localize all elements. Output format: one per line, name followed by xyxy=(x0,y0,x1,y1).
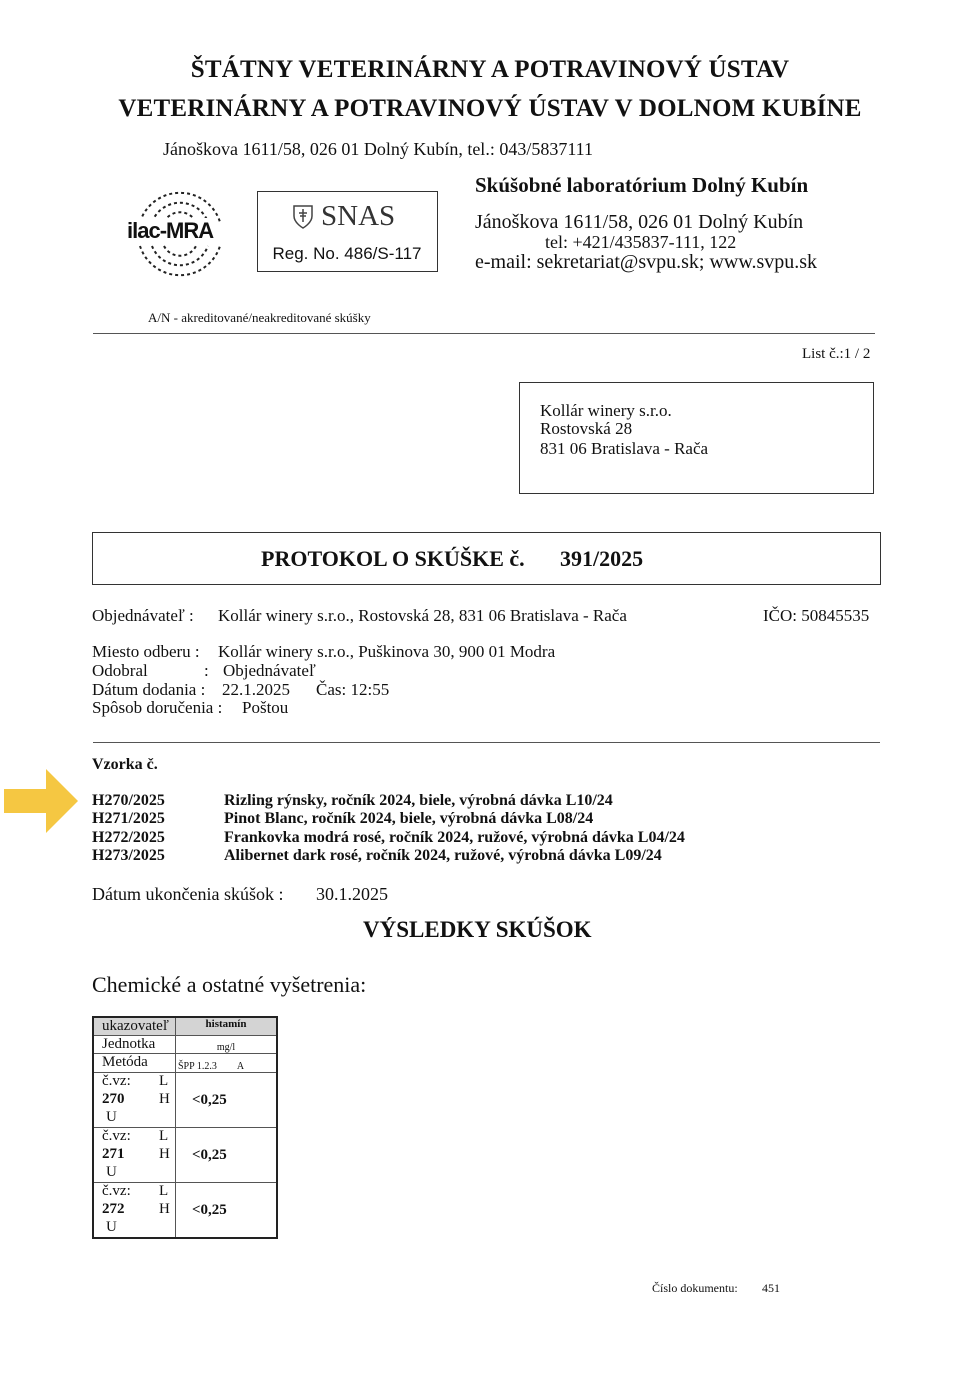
delivery-method-value: Poštou xyxy=(242,698,289,717)
lab-name: Skúšobné laboratórium Dolný Kubín xyxy=(475,173,809,197)
institute-title: ŠTÁTNY VETERINÁRNY A POTRAVINOVÝ ÚSTAV xyxy=(190,56,790,83)
sample-description: Alibernet dark rosé, ročník 2024, ružové, výrobná dávka L09/24 xyxy=(224,847,662,864)
lab-phone: tel: +421/435837-111, 122 xyxy=(545,232,737,252)
sampled-by-value: Objednávateľ xyxy=(223,661,316,680)
end-date-label: Dátum ukončenia skúšok : xyxy=(92,884,284,904)
protocol-number: 391/2025 xyxy=(560,546,644,571)
accreditation-legend: A/N - akreditované/neakreditované skúšky xyxy=(148,310,371,325)
sampled-by-colon: : xyxy=(204,661,209,680)
recipient-city: 831 06 Bratislava - Rača xyxy=(540,439,709,458)
accreditation-flag: A xyxy=(236,1061,245,1072)
ilac-logo-text: ilac-MRA xyxy=(127,218,214,243)
sample-number: 272 xyxy=(102,1201,125,1217)
recipient-name: Kollár winery s.r.o. xyxy=(540,401,672,420)
client-value: Kollár winery s.r.o., Rostovská 28, 831 06 Bratislava - Rača xyxy=(218,606,627,625)
sample-cell: č.vz: L 271 H U xyxy=(93,1128,176,1183)
method-value: ŠPP 1.2.3 A xyxy=(176,1054,278,1073)
section-title: Chemické a ostatné vyšetrenia: xyxy=(92,972,367,997)
header-divider xyxy=(93,333,875,334)
lab-address: Jánoškova 1611/58, 026 01 Dolný Kubín xyxy=(475,211,804,233)
result-value: <0,25 xyxy=(176,1073,278,1128)
protocol-title-box xyxy=(92,532,881,585)
result-value: <0,25 xyxy=(176,1183,278,1239)
client-ico: IČO: 50845535 xyxy=(763,606,870,625)
results-title: VÝSLEDKY SKÚŠOK xyxy=(363,917,592,942)
institute-address: Jánoškova 1611/58, 026 01 Dolný Kubín, tel.: 043/5837111 xyxy=(163,139,593,159)
sample-id: H270/2025 xyxy=(92,792,165,809)
document-number-label: Číslo dokumentu: xyxy=(652,1281,738,1295)
sample-cell: č.vz: L 270 H U xyxy=(93,1073,176,1128)
snas-logo-box xyxy=(257,191,438,272)
indicator-row-label: ukazovateľ xyxy=(93,1017,176,1036)
sample-description: Pinot Blanc, ročník 2024, biele, výrobná dávka L08/24 xyxy=(224,810,594,827)
end-date-value: 30.1.2025 xyxy=(316,884,388,904)
sampling-place-value: Kollár winery s.r.o., Puškinova 30, 900 01 Modra xyxy=(218,642,556,661)
unit-row-label: Jednotka xyxy=(93,1036,176,1054)
delivery-date-label: Dátum dodania : xyxy=(92,680,206,699)
protocol-label: PROTOKOL O SKÚŠKE č. xyxy=(261,546,525,571)
recipient-street: Rostovská 28 xyxy=(540,419,633,438)
delivery-method-label: Spôsob doručenia : xyxy=(92,698,223,717)
sample-description: Rizling rýnsky, ročník 2024, biele, výrobná dávka L10/24 xyxy=(224,792,613,809)
page-number: List č.:1 / 2 xyxy=(802,346,871,362)
ilac-mra-logo xyxy=(124,178,236,288)
snas-reg-number: Reg. No. 486/S-117 xyxy=(272,244,422,263)
sample-id: H272/2025 xyxy=(92,829,165,846)
method-row-label: Metóda xyxy=(93,1054,176,1073)
sample-id: H273/2025 xyxy=(92,847,165,864)
indicator-name: histamín xyxy=(176,1017,278,1036)
sample-description: Frankovka modrá rosé, ročník 2024, ružové, výrobná dávka L04/24 xyxy=(224,829,685,846)
snas-name: SNAS xyxy=(321,200,396,232)
sampling-place-label: Miesto odberu : xyxy=(92,642,200,661)
institute-subtitle: VETERINÁRNY A POTRAVINOVÝ ÚSTAV V DOLNOM KUBÍNE xyxy=(118,95,862,122)
highlight-arrow-icon xyxy=(4,769,78,833)
sample-id: H271/2025 xyxy=(92,810,165,827)
unit-value: mg/l xyxy=(176,1036,278,1054)
lab-email: e-mail: sekretariat@svpu.sk; www.svpu.sk xyxy=(475,251,818,273)
results-table xyxy=(92,1016,278,1239)
result-value: <0,25 xyxy=(176,1128,278,1183)
sampled-by-label: Odobral xyxy=(92,661,148,680)
delivery-time: Čas: 12:55 xyxy=(316,680,390,699)
delivery-date-value: 22.1.2025 xyxy=(222,680,290,699)
slovak-emblem-icon xyxy=(292,204,314,230)
details-divider xyxy=(93,742,880,743)
recipient-address-box xyxy=(519,382,874,494)
sample-number: 271 xyxy=(102,1146,125,1162)
document-number-value: 451 xyxy=(762,1281,780,1295)
sample-number: 270 xyxy=(102,1091,125,1107)
sample-cell: č.vz: L 272 H U xyxy=(93,1183,176,1239)
samples-heading: Vzorka č. xyxy=(92,756,158,773)
client-label: Objednávateľ : xyxy=(92,606,194,625)
